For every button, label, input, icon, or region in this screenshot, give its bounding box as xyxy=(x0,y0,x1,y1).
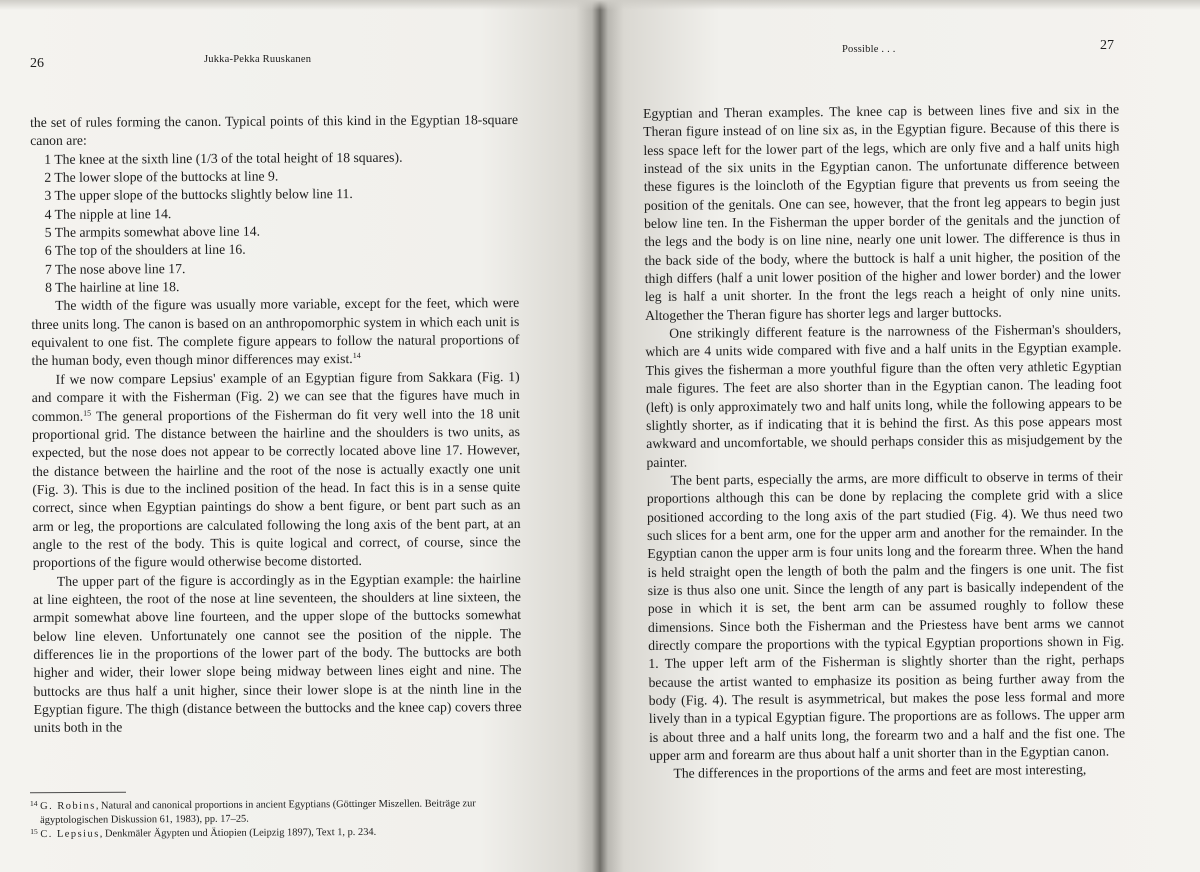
footnote-mark: 15 xyxy=(30,827,38,837)
footnote-ref[interactable]: 15 xyxy=(83,408,92,418)
footnote-rule xyxy=(30,792,126,794)
page-number: 27 xyxy=(1100,38,1114,53)
body-text xyxy=(643,100,1125,783)
list-item: 2 The lower slope of the buttocks at line 9. xyxy=(44,168,279,185)
list-item: 7 The nose above line 17. xyxy=(44,260,186,277)
paragraph: The differences in the proportions of the arms and feet are most interesting, xyxy=(673,762,1087,782)
paragraph: The upper part of the figure is accordingly as in the Egyptian example: the hairline at line eighteen, the root of the nose at line seventeen, the shoulders at line sixteen, the armpit somewhat above line fourteen, and the upper slope of the buttocks somewhat below line eleven. Unfortunately one cannot see the position of the nipple. The differences lie in the proportions of the lower part of the body. The buttocks are both higher and wider, their lower slope being midway between lines eight and nine. The buttocks are thus half a unit higher, since their lower slope is at the ninth line in the Egyptian figure. The thigh (distance between the buttocks and the knee cap) covers three units both in the xyxy=(32,570,522,736)
book-gutter xyxy=(592,0,608,872)
canon-list xyxy=(30,148,519,298)
footnote-ref[interactable]: 14 xyxy=(352,351,361,361)
page-number: 26 xyxy=(30,56,44,71)
list-item: 4 The nipple at line 14. xyxy=(44,205,172,222)
list-item: 3 The upper slope of the buttocks slightly below line 11. xyxy=(44,186,353,204)
list-item: 5 The armpits somewhat above line 14. xyxy=(44,223,261,240)
running-head: Possible . . . xyxy=(842,44,896,55)
paragraph-text: The general proportions of the Fisherman do fit very well into the 18 unit proportional grid. The distance between the hairline and the shoulders is two units, as expected, but the nose does not appear to be correctly located above line 17. However, the distance between the hairline and the root of the nose is actually exactly one unit (Fig. 3). This is due to the inclined position of the head. In fact this is in a sense quite correct, since when Egyptian paintings do show a bent figure, or bent part such as an arm or leg, the proportions are calculated following the long axis of the bent part, at an angle to the rest of the body. This is quite logical and correct, of course, since the proportions of the figure would otherwise become distorted. xyxy=(31,405,521,571)
paragraph: One strikingly different feature is the narrowness of the Fisherman's shoulders, which are 4 units wide compared with five and a half units in the Egyptian example. This gives the fisherman a more youthful figure than the often very athletic Egyptian male figures. The feet are also shorter than in the Egyptian canon. The leading foot (left) is only approximately two and half units long, while the following appears to be slightly shorter, as if indicating that it is behind the first. As this pose appears most awkward and uncomfortable, we should perhaps consider this as misjudgement by the painter. xyxy=(645,321,1123,470)
footnote xyxy=(30,797,530,827)
footnote xyxy=(30,825,530,842)
paragraph xyxy=(32,368,521,573)
footnotes xyxy=(30,797,530,843)
paragraph xyxy=(31,294,519,370)
footnote-author: G. Robins xyxy=(40,800,96,812)
running-head: Jukka-Pekka Ruuskanen xyxy=(204,54,312,65)
body-text xyxy=(30,111,522,738)
footnote-mark: 14 xyxy=(29,798,38,808)
list-item: 1 The knee at the sixth line (1/3 of the total height of 18 squares). xyxy=(44,149,403,167)
paragraph: Egyptian and Theran examples. The knee cap is between lines five and six in the Theran figure instead of on line six as, in the Egyptian figure. Because of this there is less space left for the lower part of the legs, which are only five and a half units high instead of the six units in the Egyptian canon. The unfortunate difference between these figures is the loincloth of the Egyptian figure that prevents us from seeing the position of the genitals. One can see, however, that the front leg appears to begin just below line ten. In the Fisherman the upper border of the genitals and the junction of the legs and the body is on line nine, nearly one unit lower. The difference is thus in the back side of the body, where the buttock is half a unit higher, the position of the thigh differs (half a unit lower position of the higher and lower border) and the lower leg is half a unit shorter. In the front the legs reach a height of only nine units. Altogether the Theran figure has shorter legs and larger buttocks. xyxy=(643,101,1121,323)
paragraph-text: The width of the figure was usually more variable, except for the feet, which were three units long. The canon is based on an anthropomorphic system in which each unit is equivalent to one fist. The complete figure appears to follow the natural proportions of the human body, even though minor differences may exist. xyxy=(31,295,520,369)
paragraph-text: If we now compare Lepsius' example of an Egyptian figure from Sakkara (Fig. 1) and compare it with the Fisherman (Fig. 2) we can see that the figures have much in common. xyxy=(31,368,520,424)
footnote-text: , Natural and canonical proportions in ancient Egyptians (Göttinger Miszellen. Beiträge zur ägyptologischen Diskussion 61, 1983), pp. 17–25. xyxy=(40,798,476,826)
footnote-author: C. Lepsius xyxy=(40,828,100,841)
list-item: 8 The hairline at line 18. xyxy=(45,279,180,296)
paragraph: the set of rules forming the canon. Typical points of this kind in the Egyptian 18-square canon are: xyxy=(30,112,519,149)
footnote-text: , Denkmäler Ägypten und Ätiopien (Leipzig 1897), Text 1, p. 234. xyxy=(99,827,377,840)
list-item: 6 The top of the shoulders at line 16. xyxy=(44,242,246,259)
page-top-shadow xyxy=(0,0,1200,10)
paragraph: The bent parts, especially the arms, are more difficult to observe in terms of their proportions although this can be done by replacing the complete grid with a slice positioned according to the long axis of the part studied (Fig. 4). We thus need two such slices for a bent arm, one for the upper arm and another for the remainder. In the Egyptian canon the upper arm is four units long and the forearm three. When the hand is held straight open the length of both the palm and the fingers is one unit. The fist size is thus also one unit. Since the length of any part is basically independent of the pose in which it is set, the bent arm can be assumed roughly to follow these dimensions. Since both the Fisherman and the Priestess have bent arms we cannot directly compare the proportions with the typical Egyptian proportions shown in Fig. 1. The upper left arm of the Fisherman is slightly shorter than the right, perhaps because the artist wanted to emphasize its position as being further away from the body (Fig. 4). The result is asymmetrical, but makes the pose less formal and more lively than in a typical Egyptian figure. The proportions are as follows. The upper arm is about three and a half units long, the forearm two and a half and the fist one. The upper arm and forearm are thus about half a unit shorter than in the Egyptian canon. xyxy=(646,468,1126,764)
